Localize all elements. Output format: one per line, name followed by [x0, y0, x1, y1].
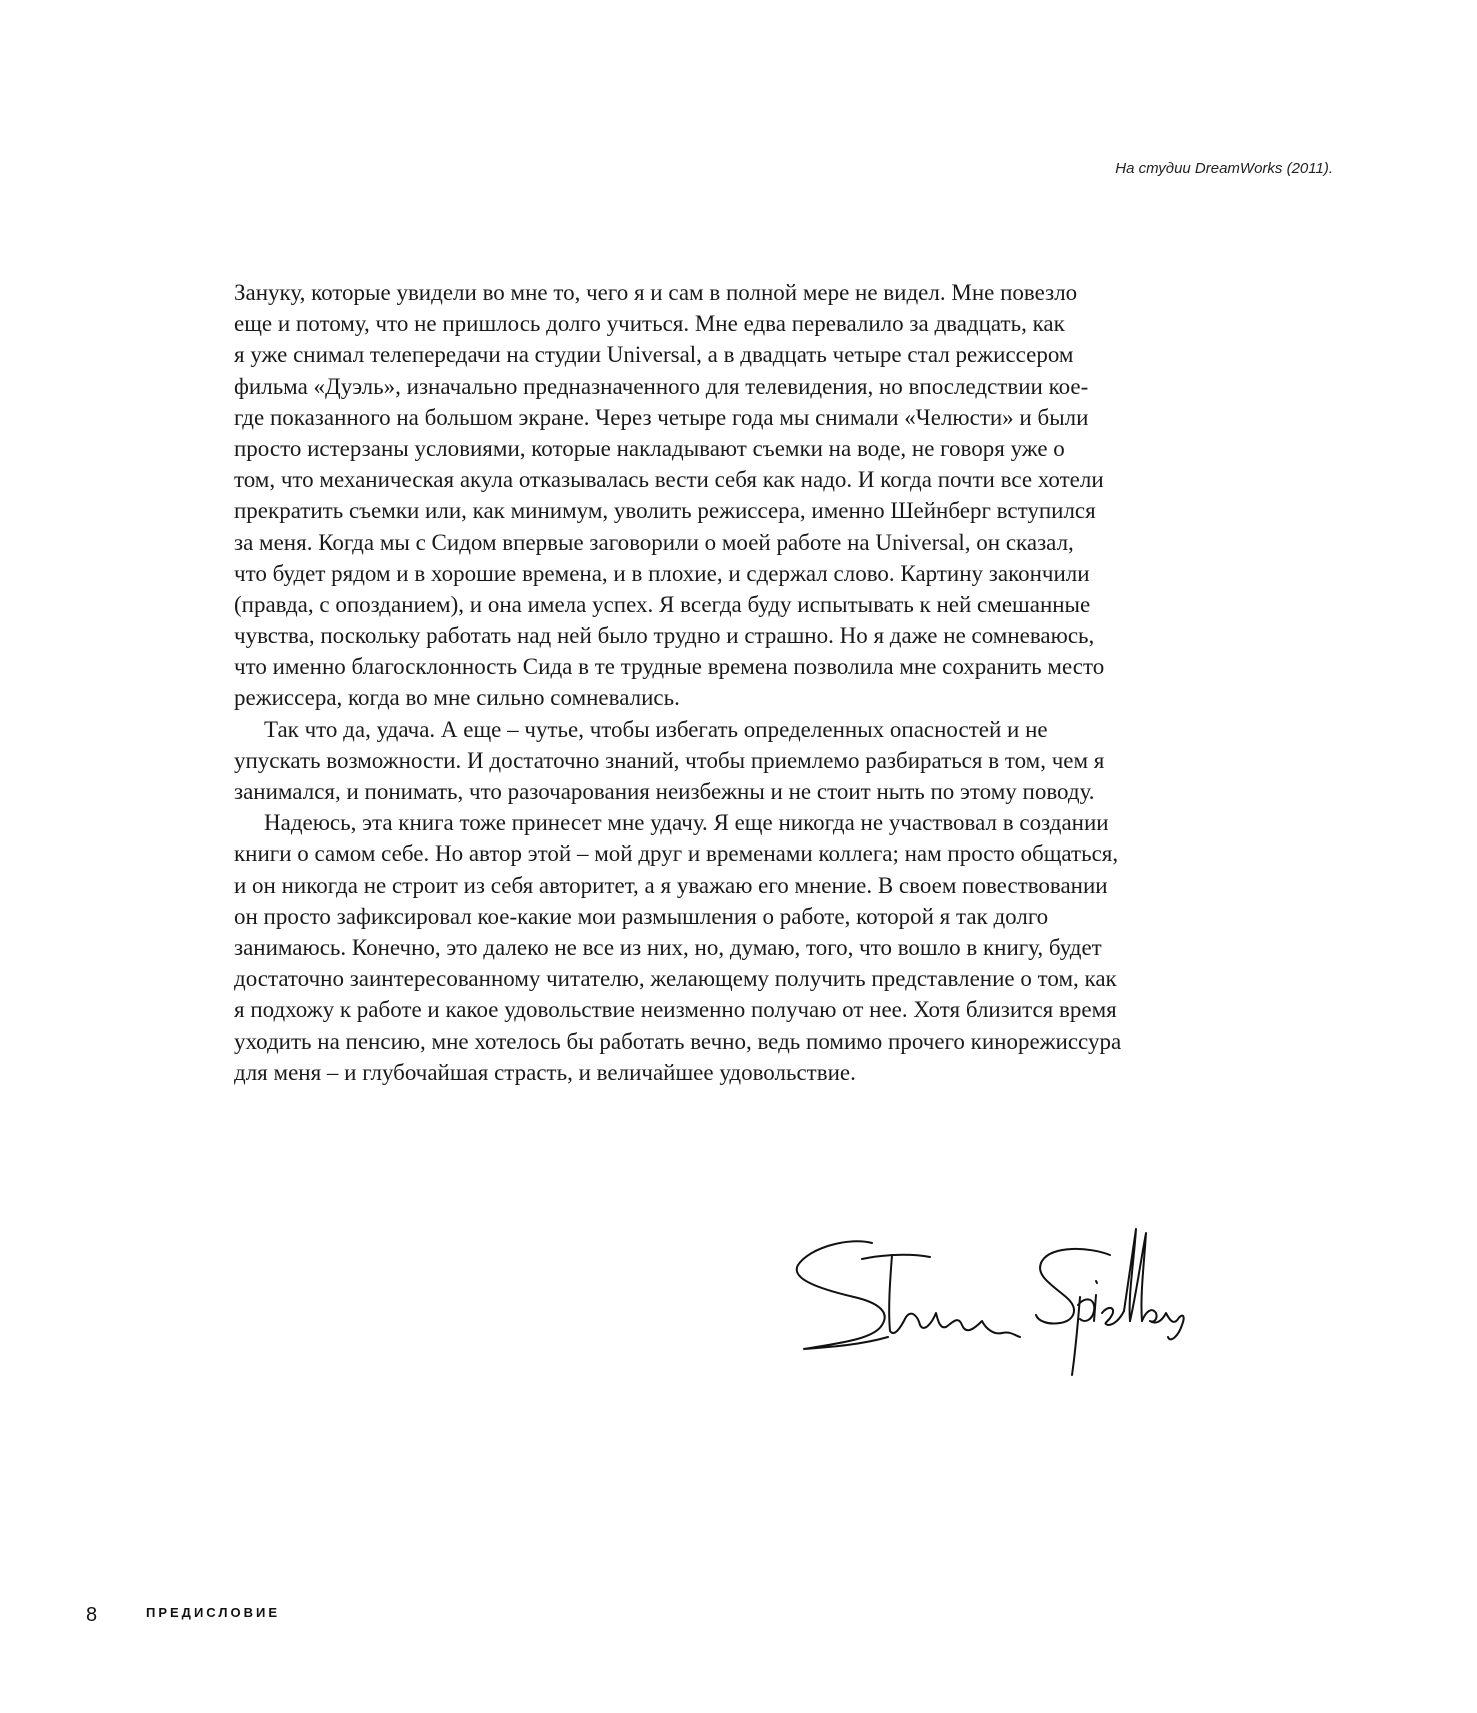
- text-line: режиссера, когда во мне сильно сомневались.: [234, 685, 680, 711]
- text-line: для меня – и глубочайшая страсть, и величайшее удовольствие.: [234, 1059, 856, 1085]
- signature-stroke: [889, 1255, 1020, 1337]
- signature-stroke: [1124, 1229, 1136, 1321]
- photo-caption: На студии DreamWorks (2011).: [1115, 160, 1333, 177]
- text-line: том, что механическая акула отказывалась вести себя как надо. И когда почти все хотели: [234, 467, 1104, 493]
- text-line: он просто зафиксировал кое-какие мои размышления о работе, которой я так долго: [234, 903, 1049, 929]
- text-line: Зануку, которые увидели во мне то, чего я и сам в полной мере не видел. Мне повезло: [234, 280, 1078, 305]
- page-number: 8: [86, 1604, 98, 1626]
- text-line: книги о самом себе. Но автор этой – мой друг и временами коллега; нам просто общаться,: [234, 841, 1119, 867]
- text-line: чувства, поскольку работать над ней было трудно и страшно. Но я даже не сомневаюсь,: [234, 623, 1095, 649]
- text-line: (правда, с опозданием), и она имела успех. Я всегда буду испытывать к ней смешанные: [234, 591, 1091, 617]
- text-line: упускать возможности. И достаточно знаний, чтобы приемлемо разбираться в том, чем я: [234, 747, 1105, 773]
- signature-stroke: [1102, 1308, 1124, 1325]
- text-line: фильма «Дуэль», изначально предназначенного для телевидения, но впоследствии кое-: [234, 373, 1089, 399]
- signature-stroke: [1142, 1310, 1184, 1339]
- text-line: Так что да, удача. А еще – чутье, чтобы избегать определенных опасностей и не: [264, 716, 1048, 742]
- text-line: где показанного на большом экране. Через четыре года мы снимали «Челюсти» и были: [234, 404, 1089, 430]
- text-line: уходить на пенсию, мне хотелось бы работать вечно, ведь помимо прочего кинорежиссура: [234, 1028, 1122, 1054]
- text-line: прекратить съемки или, как минимум, уволить режиссера, именно Шейнберг вступился: [234, 498, 1096, 524]
- handwritten-signature: [790, 1225, 1210, 1395]
- text-line: занимался, и понимать, что разочарования неизбежны и не стоит ныть по этому поводу.: [234, 779, 1095, 804]
- text-line: что именно благосклонность Сида в те трудные времена позволила мне сохранить место: [234, 654, 1105, 680]
- text-line: за меня. Когда мы с Сидом впервые заговорили о моей работе на Universal, он сказал,: [234, 529, 1074, 555]
- text-line: я подхожу к работе и какое удовольствие неизменно получаю от нее. Хотя близится время: [234, 997, 1117, 1023]
- body-text: [234, 277, 1224, 1088]
- text-line: я уже снимал телепередачи на студии Universal, а в двадцать четыре стал режиссером: [234, 342, 1074, 368]
- signature-stroke: [1094, 1281, 1097, 1321]
- text-line: просто истерзаны условиями, которые накладывают съемки на воде, не говоря уже о: [234, 435, 1065, 461]
- text-line: занимаюсь. Конечно, это далеко не все из них, но, думаю, того, что вошло в книгу, будет: [234, 934, 1102, 960]
- signature-stroke: [862, 1255, 930, 1259]
- text-line: еще и потому, что не пришлось долго учиться. Мне едва перевалило за двадцать, как: [234, 311, 1065, 337]
- signature-stroke: [1036, 1249, 1110, 1324]
- text-line: Надеюсь, эта книга тоже принесет мне удачу. Я еще никогда не участвовал в создании: [264, 810, 1109, 836]
- section-label: ПРЕДИСЛОВИЕ: [146, 1605, 280, 1620]
- text-line: и он никогда не строит из себя авторитет, а я уважаю его мнение. В своем повествовании: [234, 872, 1108, 898]
- text-line: что будет рядом и в хорошие времена, и в плохие, и сдержал слово. Картину закончили: [234, 560, 1090, 586]
- text-line: достаточно заинтересованному читателю, желающему получить представление о том, как: [234, 966, 1117, 992]
- signature-stroke: [1072, 1297, 1094, 1375]
